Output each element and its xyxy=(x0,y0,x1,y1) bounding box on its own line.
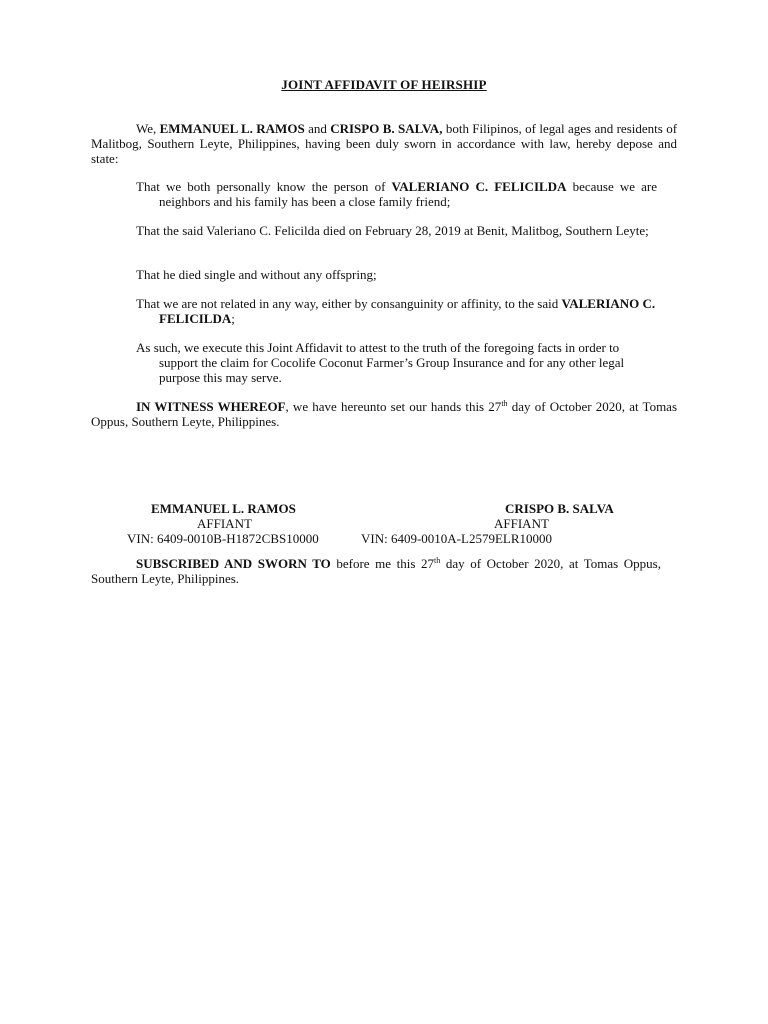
jurat-text-b: day of October 2020, at Tomas Oppus, Southern Leyte, Philippines. xyxy=(91,556,661,586)
affiant-name-2: CRISPO B. SALVA, xyxy=(330,121,443,136)
witness-text-b: day of October 2020, at Tomas Oppus, Southern Leyte, Philippines. xyxy=(91,399,678,429)
signatory-1-vin: VIN: 6409-0010B-H1872CBS10000 xyxy=(127,531,319,546)
signatory-2 xyxy=(361,501,651,546)
witness-paragraph xyxy=(91,399,677,429)
intro-paragraph xyxy=(91,121,677,166)
intro-we: We, xyxy=(136,121,157,136)
intro-and: and xyxy=(308,121,327,136)
document-title: JOINT AFFIDAVIT OF HEIRSHIP xyxy=(281,77,487,92)
signatory-2-name: CRISPO B. SALVA xyxy=(505,501,614,516)
signatory-2-role: AFFIANT xyxy=(494,516,549,531)
witness-day-suffix: th xyxy=(501,399,508,408)
clause-5 xyxy=(136,340,657,385)
witness-text-a: , we have hereunto set our hands this 27 xyxy=(285,399,502,414)
clause-2 xyxy=(136,223,657,238)
clause-4 xyxy=(136,296,657,326)
clause-1-name: VALERIANO C. FELICILDA xyxy=(391,179,567,194)
witness-lead: IN WITNESS WHEREOF xyxy=(136,399,286,414)
affiant-name-1: EMMANUEL L. RAMOS xyxy=(159,121,305,136)
clause-4-name: VALERIANO C. FELICILDA xyxy=(159,296,656,326)
clause-1-text-b: because we are neighbors and his family has been a close family friend; xyxy=(159,179,658,209)
signatory-1 xyxy=(127,501,363,546)
jurat-text-a: before me this 27 xyxy=(330,556,435,571)
jurat-day-suffix: th xyxy=(434,556,441,565)
signatory-2-vin: VIN: 6409-0010A-L2579ELR10000 xyxy=(361,531,553,546)
clause-3-text: That he died single and without any offspring; xyxy=(136,267,377,282)
clause-1-text-a: That we both personally know the person of xyxy=(136,179,386,194)
jurat-lead: SUBSCRIBED AND SWORN TO xyxy=(136,556,331,571)
jurat-paragraph xyxy=(91,556,661,586)
clause-1 xyxy=(136,179,657,209)
intro-rest: both Filipinos, of legal ages and residents of Malitbog, Southern Leyte, Philippines, having been duly sworn in accordance with law, hereby depose and state: xyxy=(91,121,678,166)
clause-2-text: That the said Valeriano C. Felicilda died on February 28, 2019 at Benit, Malitbog, Southern Leyte; xyxy=(136,223,649,238)
clause-4-text-b: ; xyxy=(231,311,235,326)
signatory-1-name: EMMANUEL L. RAMOS xyxy=(151,501,296,516)
clause-3 xyxy=(136,267,657,282)
clause-5-text: As such, we execute this Joint Affidavit to attest to the truth of the foregoing facts in order to support the claim for Cocolife Coconut Farmer’s Group Insurance and for any other legal purpose this may serve. xyxy=(136,340,625,385)
signatory-1-role: AFFIANT xyxy=(197,516,252,531)
clause-4-text-a: That we are not related in any way, either by consanguinity or affinity, to the said xyxy=(136,296,559,311)
